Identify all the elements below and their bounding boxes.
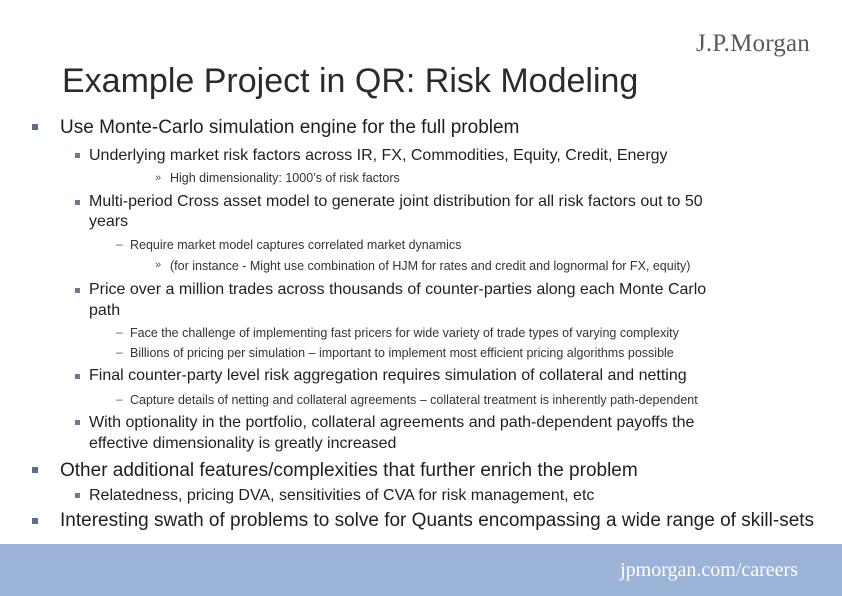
dash-bullet-icon: – bbox=[116, 392, 123, 406]
square-bullet-icon bbox=[75, 288, 80, 293]
square-bullet-icon bbox=[32, 467, 38, 473]
bullet-text: Face the challenge of implementing fast pricers for wide variety of trade types of varying complexity bbox=[130, 326, 679, 340]
dash-bullet-icon: – bbox=[116, 325, 123, 339]
bullet-text: Final counter-party level risk aggregation requires simulation of collateral and netting bbox=[89, 367, 687, 384]
bullet-text: Price over a million trades across thousands of counter-parties along each Monte Carlo bbox=[89, 281, 707, 298]
bullet-text: With optionality in the portfolio, collateral agreements and path-dependent payoffs the bbox=[89, 414, 695, 431]
footer-bar bbox=[0, 544, 842, 596]
careers-link[interactable]: jpmorgan.com/careers bbox=[620, 559, 798, 581]
bullet-text: Underlying market risk factors across IR, FX, Commodities, Equity, Credit, Energy bbox=[89, 147, 668, 164]
dash-bullet-icon: – bbox=[116, 237, 123, 251]
bullet-text: Capture details of netting and collateral agreements – collateral treatment is inherently path-dependent bbox=[130, 393, 698, 407]
bullet-text: (for instance - Might use combination of HJM for rates and credit and lognormal for FX, equity) bbox=[170, 259, 691, 273]
bullet-text: Billions of pricing per simulation – important to implement most efficient pricing algorithms possible bbox=[130, 346, 674, 360]
chevron-bullet-icon: » bbox=[155, 259, 162, 271]
square-bullet-icon bbox=[75, 200, 80, 205]
slide-title: Example Project in QR: Risk Modeling bbox=[62, 62, 639, 100]
dash-bullet-icon: – bbox=[116, 345, 123, 359]
jpmorgan-logo: J.P.Morgan bbox=[695, 30, 810, 57]
bullet-text-continued: path bbox=[89, 302, 121, 319]
square-bullet-icon bbox=[75, 420, 80, 425]
square-bullet-icon bbox=[75, 153, 80, 158]
bullet-text: Relatedness, pricing DVA, sensitivities of CVA for risk management, etc bbox=[89, 487, 595, 504]
bullet-text-continued: effective dimensionality is greatly increased bbox=[89, 435, 397, 452]
bullet-text: High dimensionality: 1000’s of risk factors bbox=[170, 171, 400, 185]
chevron-bullet-icon: » bbox=[155, 172, 162, 184]
bullet-text: Require market model captures correlated market dynamics bbox=[130, 238, 462, 252]
square-bullet-icon bbox=[75, 493, 80, 498]
bullet-text: Interesting swath of problems to solve for Quants encompassing a wide range of skill-sets bbox=[60, 510, 815, 531]
square-bullet-icon bbox=[75, 374, 80, 379]
bullet-text: Use Monte-Carlo simulation engine for the full problem bbox=[60, 117, 520, 138]
square-bullet-icon bbox=[32, 124, 38, 130]
bullet-text-continued: years bbox=[89, 213, 129, 230]
square-bullet-icon bbox=[32, 518, 38, 524]
bullet-text: Multi-period Cross asset model to generate joint distribution for all risk factors out to 50 bbox=[89, 193, 703, 210]
bullet-text: Other additional features/complexities that further enrich the problem bbox=[60, 460, 638, 481]
